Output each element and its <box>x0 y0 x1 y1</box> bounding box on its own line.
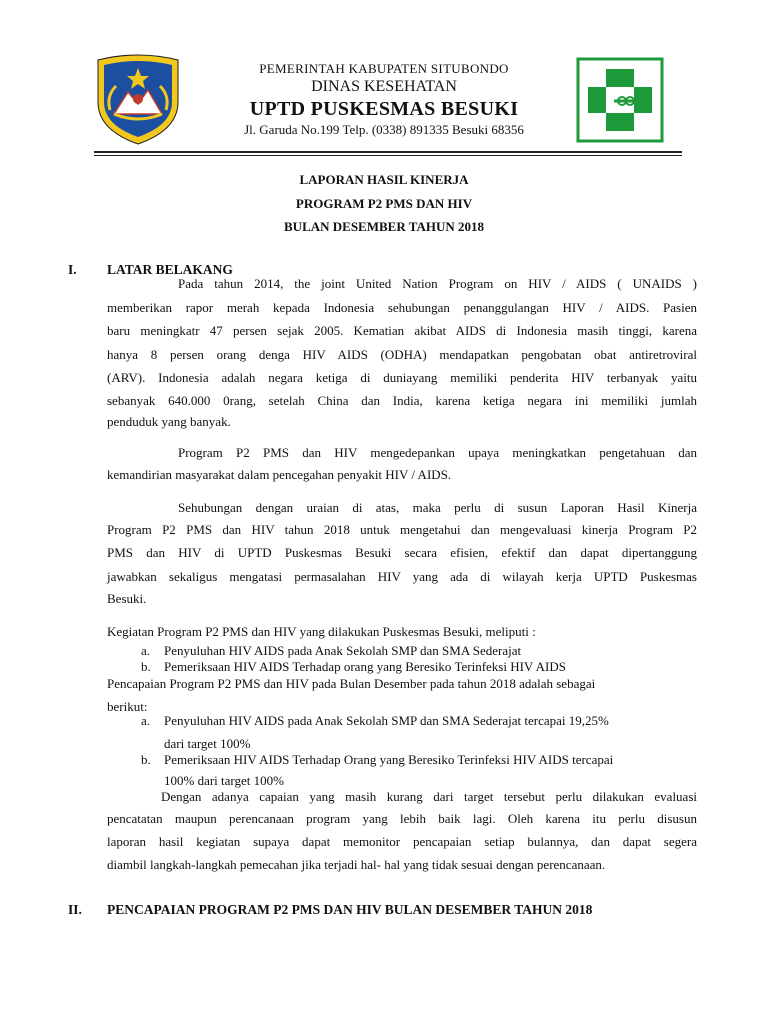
paragraph-line: (ARV). Indonesia adalah negara ketiga di duniayang memiliki penderita HIV terbanyak yaitu <box>107 370 697 385</box>
paragraph-line: PMS dan HIV di UPTD Puskesmas Besuki secara efisien, efektif dan dapat dipertanggung <box>107 545 697 560</box>
paragraph-line: hanya 8 persen orang denga HIV AIDS (ODHA) mendapatkan pengobatan obat antiretroviral <box>107 347 697 362</box>
paragraph-line: jawabkan sekaligus mengatasi permasalahan HIV yang ada di wilayah kerja UPTD Puskesmas <box>107 569 697 584</box>
section-2-heading: PENCAPAIAN PROGRAM P2 PMS DAN HIV BULAN DESEMBER TAHUN 2018 <box>107 902 593 917</box>
paragraph-line: baru meningkatr 47 persen sejak 2005. Kematian akibat AIDS di Indonesia masih tinggi, karena <box>107 323 697 338</box>
list-item-cont: 100% dari target 100% <box>164 773 284 788</box>
paragraph-line: memberikan rapor merah kepada Indonesia sehubungan penanggulangan HIV / AIDS. Pasien <box>107 300 697 315</box>
list-item: Pemeriksaan HIV AIDS Terhadap Orang yang Beresiko Terinfeksi HIV AIDS tercapai <box>164 752 614 767</box>
paragraph-line: sebanyak 640.000 0rang, setelah China dan India, karena ketiga negara ini memiliki jumlah <box>107 393 697 408</box>
list-item: Penyuluhan HIV AIDS pada Anak Sekolah SMP dan SMA Sederajat <box>164 643 522 658</box>
section-2-number: II. <box>68 902 82 917</box>
letterhead-address: Jl. Garuda No.199 Telp. (0338) 891335 Besuki 68356 <box>244 122 524 137</box>
paragraph-line: Besuki. <box>107 591 147 606</box>
paragraph-line: Program P2 PMS dan HIV mengedepankan upaya meningkatkan pengetahuan dan <box>178 445 697 460</box>
list-item: Penyuluhan HIV AIDS pada Anak Sekolah SMP dan SMA Sederajat tercapai 19,25% <box>164 713 609 728</box>
letterhead-rule-thin <box>94 155 682 156</box>
letterhead-rule <box>94 151 682 153</box>
section-1-number: I. <box>68 262 77 277</box>
paragraph-line: Program P2 PMS dan HIV tahun 2018 untuk mengetahui dan mengevaluasi kinerja Program P2 <box>107 522 697 537</box>
report-title-2: PROGRAM P2 PMS DAN HIV <box>295 196 473 211</box>
paragraph-line: Sehubungan dengan uraian di atas, maka perlu di susun Laporan Hasil Kinerja <box>178 500 697 515</box>
paragraph-line: Dengan adanya capaian yang masih kurang dari target tersebut perlu dilakukan evaluasi <box>161 789 697 804</box>
achievement-intro-cont: berikut: <box>107 699 148 714</box>
activities-intro: Kegiatan Program P2 PMS dan HIV yang dilakukan Puskesmas Besuki, meliputi : <box>107 624 536 639</box>
list-marker: a. <box>141 643 151 658</box>
paragraph-line: pencatatan maupun perencanaan program yang lebih baik lagi. Oleh karena itu perlu disusun <box>107 811 697 826</box>
list-marker: b. <box>141 659 151 674</box>
report-title-3: BULAN DESEMBER TAHUN 2018 <box>284 219 484 234</box>
achievement-intro: Pencapaian Program P2 PMS dan HIV pada Bulan Desember pada tahun 2018 adalah sebagai <box>107 676 596 691</box>
paragraph-line: laporan hasil kegiatan supaya dapat memonitor pencapaian setiap bulannya, dan dapat segera <box>107 834 697 849</box>
list-item: Pemeriksaan HIV AIDS Terhadap orang yang Beresiko Terinfeksi HIV AIDS <box>164 659 566 674</box>
section-1-heading: LATAR BELAKANG <box>107 262 233 277</box>
paragraph-line: diambil langkah-langkah pemecahan jika terjadi hal- hal yang tidak sesuai dengan perencanaan. <box>107 857 606 872</box>
letterhead-institution: UPTD PUSKESMAS BESUKI <box>249 98 519 120</box>
list-marker: a. <box>141 713 151 728</box>
letterhead-department: DINAS KESEHATAN <box>311 78 457 95</box>
paragraph-line: Pada tahun 2014, the joint United Nation Program on HIV / AIDS ( UNAIDS ) <box>178 276 697 291</box>
list-item-cont: dari target 100% <box>164 736 251 751</box>
report-title-1: LAPORAN HASIL KINERJA <box>299 172 469 187</box>
paragraph-line: kemandirian masyarakat dalam pencegahan penyakit HIV / AIDS. <box>107 467 452 482</box>
list-marker: b. <box>141 752 151 767</box>
letterhead-government: PEMERINTAH KABUPATEN SITUBONDO <box>259 61 509 76</box>
paragraph-line: penduduk yang banyak. <box>107 414 231 429</box>
